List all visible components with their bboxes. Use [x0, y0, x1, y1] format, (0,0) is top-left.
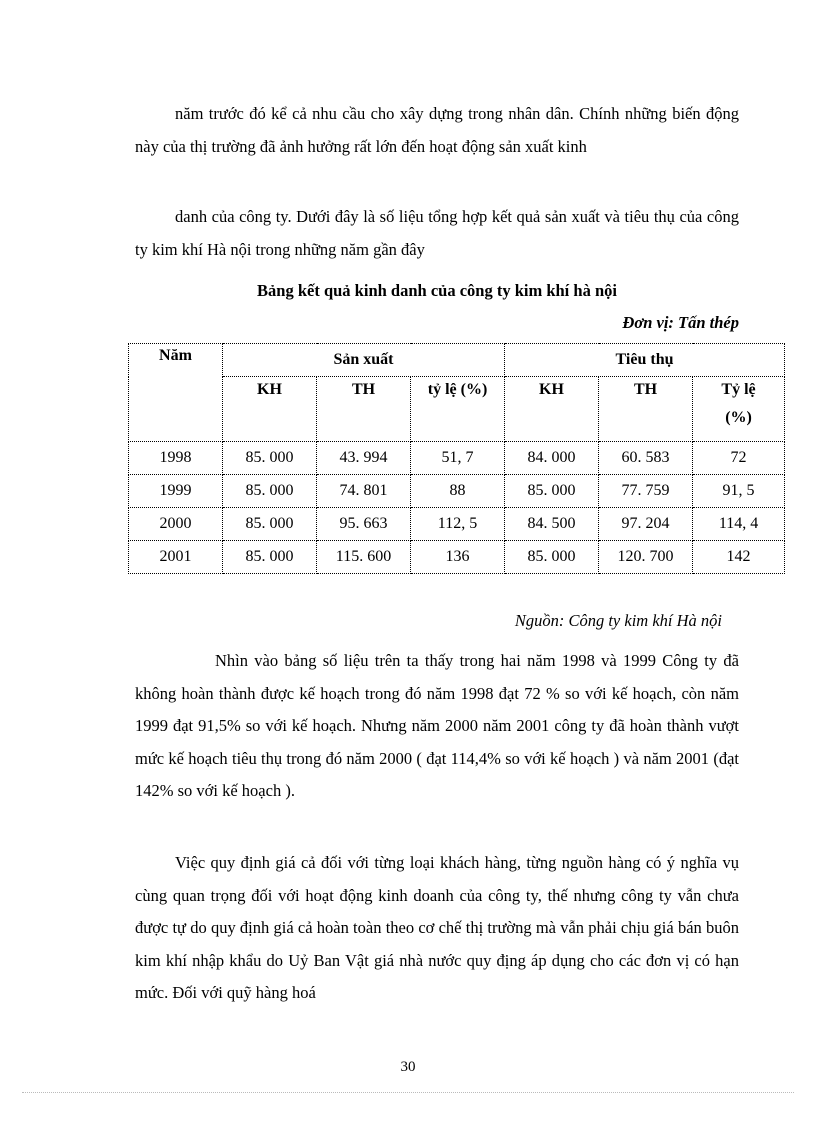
paragraph-intro: năm trước đó kể cả nhu cầu cho xây dựng trong nhân dân. Chính những biến động này của thị trường đã ảnh hưởng rất lớn đến hoạt động sản xuất kinh — [135, 104, 739, 156]
page-number: 30 — [400, 1059, 416, 1075]
cell-prod-actual: 74. 801 — [317, 475, 411, 508]
cell-prod-actual: 43. 994 — [317, 442, 411, 475]
cell-prod-actual: 115. 600 — [317, 541, 411, 574]
cell-year: 2000 — [129, 508, 223, 541]
cell-cons-ratio: 114, 4 — [693, 508, 785, 541]
cell-cons-plan: 84. 500 — [505, 508, 599, 541]
table-row — [129, 442, 785, 475]
header-year: Năm — [129, 344, 223, 442]
cell-prod-plan: 85. 000 — [223, 475, 317, 508]
cell-cons-actual: 60. 583 — [599, 442, 693, 475]
cell-cons-plan: 85. 000 — [505, 541, 599, 574]
cell-cons-ratio: 72 — [693, 442, 785, 475]
cell-cons-plan: 85. 000 — [505, 475, 599, 508]
cell-year: 1998 — [129, 442, 223, 475]
cell-prod-ratio: 112, 5 — [411, 508, 505, 541]
cell-prod-ratio: 88 — [411, 475, 505, 508]
results-table — [128, 343, 785, 574]
cell-cons-ratio: 142 — [693, 541, 785, 574]
source-note: Nguồn: Công ty kim khí Hà nội — [514, 611, 722, 630]
header-cons-ratio-line1: Tỷ lệ — [721, 381, 756, 398]
cell-cons-actual: 77. 759 — [599, 475, 693, 508]
paragraph-analysis: Nhìn vào bảng số liệu trên ta thấy trong hai năm 1998 và 1999 Công ty đã không hoàn thành được kế hoạch trong đó năm 1998 đạt 72 % so với kế hoạch, còn năm 1999 đạt 91,5% so với kế hoạch. Nhưng năm 2000 năm 2001 công ty đã hoàn thành vượt mức kế hoạch tiêu thụ trong đó năm 2000 ( đạt 114,4% so với kế hoạch ) và năm 2001 (đạt 142% so với kế hoạch ). — [135, 651, 739, 800]
cell-prod-ratio: 51, 7 — [411, 442, 505, 475]
cell-cons-ratio: 91, 5 — [693, 475, 785, 508]
cell-cons-actual: 97. 204 — [599, 508, 693, 541]
header-prod-plan: KH — [223, 377, 317, 442]
unit-label: Đơn vị: Tấn thép — [622, 313, 739, 332]
cell-cons-actual: 120. 700 — [599, 541, 693, 574]
header-cons-ratio-line2: (%) — [725, 409, 752, 426]
cell-prod-plan: 85. 000 — [223, 442, 317, 475]
header-prod-ratio: tỷ lệ (%) — [411, 377, 505, 442]
cell-prod-plan: 85. 000 — [223, 541, 317, 574]
header-cons-actual: TH — [599, 377, 693, 442]
cell-prod-actual: 95. 663 — [317, 508, 411, 541]
table-row — [129, 508, 785, 541]
cell-year: 2001 — [129, 541, 223, 574]
cell-year: 1999 — [129, 475, 223, 508]
paragraph-data-intro: danh của công ty. Dưới đây là số liệu tổng hợp kết quả sản xuất và tiêu thụ của công ty kim khí Hà nội trong những năm gần đây — [135, 207, 739, 259]
header-consumption: Tiêu thụ — [505, 344, 785, 377]
table-row — [129, 541, 785, 574]
cell-prod-ratio: 136 — [411, 541, 505, 574]
cell-cons-plan: 84. 000 — [505, 442, 599, 475]
header-cons-ratio — [693, 377, 785, 442]
paragraph-pricing: Việc quy định giá cả đối với từng loại khách hàng, từng nguồn hàng có ý nghĩa vụ cùng quan trọng đối với hoạt động kinh doanh của công ty, thế nhưng công ty vẫn chưa được tự do quy định giá cả hoàn toàn theo cơ chế thị trường mà vẫn phải chịu giá bán buôn kim khí nhập khẩu do Uỷ Ban Vật giá nhà nước quy địng áp dụng cho các đơn vị có hạn mức. Đối với quỹ hàng hoá — [135, 853, 739, 1002]
cell-prod-plan: 85. 000 — [223, 508, 317, 541]
table-header-row — [129, 344, 785, 377]
table-title: Bảng kết quả kinh danh của công ty kim khí hà nội — [257, 281, 617, 300]
header-cons-plan: KH — [505, 377, 599, 442]
page-bottom-divider — [22, 1092, 794, 1093]
header-prod-actual: TH — [317, 377, 411, 442]
table-subheader-row — [129, 377, 785, 442]
table-row — [129, 475, 785, 508]
header-production: Sản xuất — [223, 344, 505, 377]
